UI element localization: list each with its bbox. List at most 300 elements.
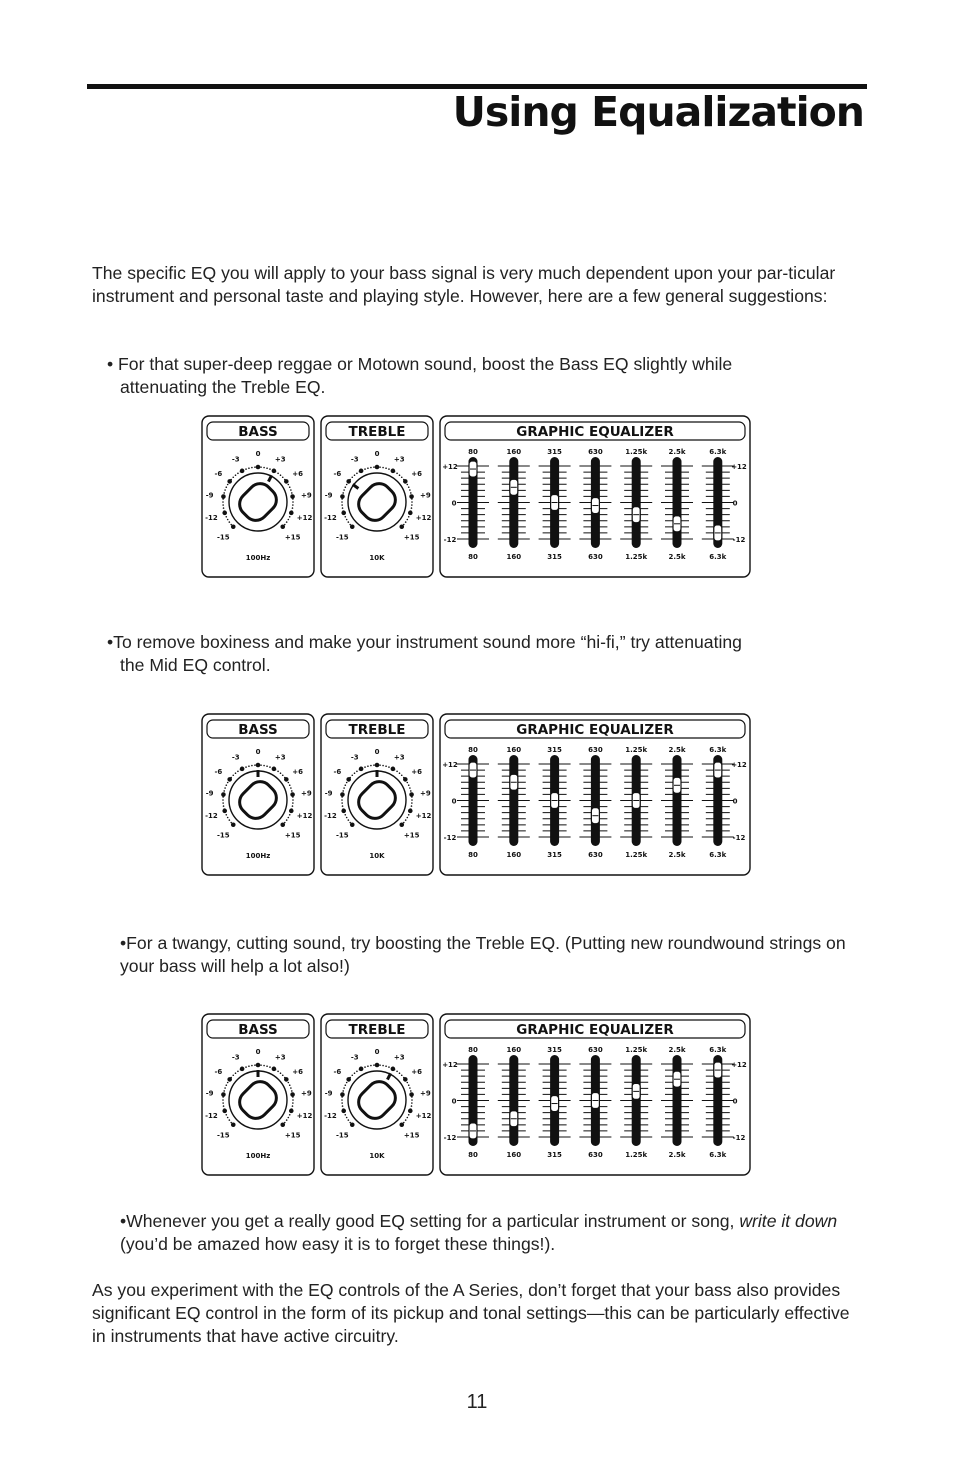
bass-2-arc-dot xyxy=(289,784,291,786)
treble-1-arc-dot xyxy=(348,521,350,523)
treble-3-arc-dot xyxy=(354,1072,356,1074)
treble-2-arc-dot xyxy=(379,764,381,766)
treble-1-scale-+3: +3 xyxy=(393,455,405,464)
treble-2-arc-dot xyxy=(410,790,412,792)
treble-3-scale-+15: +15 xyxy=(403,1131,420,1140)
bass-3-scale--12: -12 xyxy=(205,1112,218,1121)
bass-2-arc-dot xyxy=(224,787,226,789)
treble-3-arc-dot xyxy=(388,1066,390,1068)
bass-2-scale--9: -9 xyxy=(205,789,214,798)
treble-1-arc-dot xyxy=(401,476,403,478)
treble-3-scale-+6: +6 xyxy=(411,1068,423,1077)
treble-2-arc-dot xyxy=(370,765,372,767)
treble-1-scale--12: -12 xyxy=(324,514,337,523)
bullet-twangy: •For a twangy, cutting sound, try boosting the Treble EQ. (Putting new roundwound strings on your bass will help a lot also!) xyxy=(120,933,846,976)
eq-diagram-1 xyxy=(200,415,752,579)
bass-2-arc-dot xyxy=(245,766,247,768)
treble-2-arc-dot xyxy=(401,774,403,776)
treble-3-arc-dot xyxy=(382,1065,384,1067)
bass-3-arc-dot xyxy=(263,1065,265,1067)
treble-2-scale--12: -12 xyxy=(324,812,337,821)
bass-2-arc-dot xyxy=(232,774,234,776)
treble-3-scale-+9: +9 xyxy=(420,1089,431,1098)
treble-1-scale-+6: +6 xyxy=(411,470,423,479)
treble-2-arc-dot xyxy=(351,774,353,776)
treble-3-arc-dot xyxy=(410,1090,412,1092)
bass-1-arc-dot xyxy=(235,474,237,476)
treble-3-arc-dot xyxy=(411,1105,413,1107)
treble-2-title: TREBLE xyxy=(348,722,406,738)
treble-3-scale--12: -12 xyxy=(324,1112,337,1121)
graphic-eq-1-band-top-2.5k: 2.5k xyxy=(668,448,686,456)
bass-1-tick-+12 xyxy=(289,511,294,516)
bass-1-tick-+3 xyxy=(272,469,277,474)
bass-3-arc-dot xyxy=(288,1082,290,1084)
treble-3-arc-dot xyxy=(344,1084,346,1086)
bass-2-scale-+6: +6 xyxy=(292,768,304,777)
graphic-eq-2-band-top-160: 160 xyxy=(506,746,522,754)
bass-2-arc-dot xyxy=(288,817,290,819)
bullet-reggae-line2: attenuating the Treble EQ. xyxy=(120,377,326,397)
treble-1-scale--9: -9 xyxy=(324,491,333,500)
bass-3-arc-dot xyxy=(224,1087,226,1089)
graphic-eq-2-scale-top-left: +12 xyxy=(442,761,458,769)
bullet4-emphasis: write it down xyxy=(739,1211,838,1231)
bass-1-tick--6 xyxy=(227,479,232,484)
graphic-eq-1-band-bot-315: 315 xyxy=(547,553,562,561)
graphic-eq-1-track-1.25k xyxy=(632,457,641,548)
graphic-eq-2-band-bot-315: 315 xyxy=(547,851,562,859)
bass-2-tick-+15 xyxy=(280,822,285,827)
bass-2-arc-dot xyxy=(282,774,284,776)
treble-3-tick-+3 xyxy=(391,1067,396,1072)
bass-1-tick--15 xyxy=(231,524,236,529)
graphic-eq-1-band-bot-630: 630 xyxy=(588,553,603,561)
bass-1-arc-dot xyxy=(288,519,290,521)
treble-3-arc-dot xyxy=(341,1099,343,1101)
treble-2-arc-dot xyxy=(342,805,344,807)
bass-3-tick--6 xyxy=(227,1077,232,1082)
graphic-eq-3-band-top-315: 315 xyxy=(547,1046,562,1054)
graphic-eq-2-scale-bot-right: -12 xyxy=(732,834,746,842)
treble-3-arc-dot xyxy=(411,1102,413,1104)
treble-2-arc-dot xyxy=(411,805,413,807)
treble-2-scale-+9: +9 xyxy=(420,789,431,798)
graphic-eq-3-scale-bot-left: -12 xyxy=(443,1134,457,1142)
treble-2-tick-+12 xyxy=(408,809,413,814)
graphic-eq-3-band-top-630: 630 xyxy=(588,1046,603,1054)
treble-2-tick--15 xyxy=(350,822,355,827)
treble-3-arc-dot xyxy=(405,1119,407,1121)
treble-3-tick-0 xyxy=(375,1063,380,1068)
bass-1-scale-+12: +12 xyxy=(296,514,313,523)
graphic-eq-3-band-top-160: 160 xyxy=(506,1046,522,1054)
treble-3-arc-dot xyxy=(356,1071,358,1073)
bass-1-tick-+15 xyxy=(280,524,285,529)
treble-1-tick-+3 xyxy=(391,469,396,474)
treble-3-freq: 10K xyxy=(369,1152,385,1160)
bass-2-arc-dot xyxy=(222,799,224,801)
bass-1-arc-dot xyxy=(290,489,292,491)
bass-1-arc-dot xyxy=(254,466,256,468)
bass-2-arc-dot xyxy=(292,802,294,804)
treble-3-tick--9 xyxy=(340,1092,345,1097)
treble-1-arc-dot xyxy=(341,504,343,506)
bass-3-freq: 100Hz xyxy=(245,1152,271,1160)
treble-3-arc-dot xyxy=(407,1117,409,1119)
bullet4-text: •Whenever you get a really good EQ setting for a particular instrument or song, xyxy=(120,1211,740,1231)
graphic-eq-3-band-bot-1.25k: 1.25k xyxy=(625,1151,648,1159)
treble-2-arc-dot xyxy=(388,766,390,768)
bass-2-arc-dot xyxy=(254,764,256,766)
bass-1-arc-dot xyxy=(269,468,271,470)
bass-3-tick-+3 xyxy=(272,1067,277,1072)
bass-3-arc-dot xyxy=(251,1065,253,1067)
graphic-eq-3-track-160 xyxy=(509,1055,518,1146)
bass-3-tick-+6 xyxy=(284,1077,289,1082)
graphic-eq-1-scale-mid-left: 0 xyxy=(451,499,457,508)
bass-1-arc-dot xyxy=(289,516,291,518)
bass-2-scale--6: -6 xyxy=(214,768,223,777)
treble-3-arc-dot xyxy=(341,1102,343,1104)
treble-3-scale-+12: +12 xyxy=(415,1112,432,1121)
bass-2-scale-+9: +9 xyxy=(301,789,312,798)
bass-3-tick-+15 xyxy=(280,1122,285,1127)
bass-1-title: BASS xyxy=(238,424,278,440)
treble-2-tick--12 xyxy=(341,809,346,814)
treble-1-tick-0 xyxy=(375,465,380,470)
bass-2-arc-dot xyxy=(263,765,265,767)
treble-2-arc-dot xyxy=(399,772,401,774)
bass-2-scale-+3: +3 xyxy=(274,753,286,762)
treble-2-arc-dot xyxy=(405,819,407,821)
treble-2-arc-dot xyxy=(354,772,356,774)
bass-2-tick--3 xyxy=(240,767,245,772)
bass-2-tick-+3 xyxy=(272,767,277,772)
bass-2-arc-dot xyxy=(289,814,291,816)
graphic-eq-3-title: GRAPHIC EQUALIZER xyxy=(516,1022,674,1038)
graphic-eq-2-band-bot-6.3k: 6.3k xyxy=(709,851,727,859)
treble-3-scale-+3: +3 xyxy=(393,1053,405,1062)
graphic-eq-1-scale-top-left: +12 xyxy=(442,463,458,471)
graphic-eq-2-band-bot-630: 630 xyxy=(588,851,603,859)
bass-1-arc-dot xyxy=(292,507,294,509)
treble-1-arc-dot xyxy=(344,486,346,488)
treble-3-tick-+6 xyxy=(403,1077,408,1082)
bass-2-arc-dot xyxy=(227,782,229,784)
bass-2-arc-dot xyxy=(290,787,292,789)
bass-3-scale--6: -6 xyxy=(214,1068,223,1077)
treble-3-arc-dot xyxy=(396,1071,398,1073)
bullet-hifi xyxy=(107,631,827,677)
bass-2-arc-dot xyxy=(291,790,293,792)
bass-3-arc-dot xyxy=(254,1064,256,1066)
treble-1-arc-dot xyxy=(346,484,348,486)
treble-3-arc-dot xyxy=(367,1065,369,1067)
graphic-eq-1-scale-bot-left: -12 xyxy=(443,536,457,544)
treble-1-arc-dot xyxy=(356,473,358,475)
graphic-eq-1-band-top-160: 160 xyxy=(506,448,522,456)
bass-1-arc-dot xyxy=(225,486,227,488)
bass-3-arc-dot xyxy=(282,1074,284,1076)
graphic-eq-3-band-top-6.3k: 6.3k xyxy=(709,1046,727,1054)
bass-1-arc-dot xyxy=(282,476,284,478)
treble-1-arc-dot xyxy=(367,467,369,469)
treble-1-scale-+12: +12 xyxy=(415,514,432,523)
treble-1-tick--9 xyxy=(340,494,345,499)
bass-1-arc-dot xyxy=(227,519,229,521)
bass-3-arc-dot xyxy=(248,1065,250,1067)
graphic-eq-1-track-2.5k xyxy=(673,457,682,548)
bass-3-arc-dot xyxy=(292,1102,294,1104)
bass-2-arc-dot xyxy=(266,765,268,767)
treble-2-scale-0: 0 xyxy=(374,748,380,756)
treble-1-arc-dot xyxy=(396,473,398,475)
treble-3-tick-+12 xyxy=(408,1109,413,1114)
treble-1-tick-+12 xyxy=(408,511,413,516)
treble-3-scale-0: 0 xyxy=(374,1048,380,1056)
bass-1-arc-dot xyxy=(227,484,229,486)
treble-3-arc-dot xyxy=(407,1082,409,1084)
bass-3-title: BASS xyxy=(238,1022,278,1038)
graphic-eq-3-track-1.25k xyxy=(632,1055,641,1146)
treble-1-arc-dot xyxy=(411,501,413,503)
bass-1-arc-dot xyxy=(288,484,290,486)
bass-2-scale-+15: +15 xyxy=(284,831,301,840)
bass-3-scale--9: -9 xyxy=(205,1089,214,1098)
bass-1-tick-+9 xyxy=(290,494,295,499)
treble-2-scale-+12: +12 xyxy=(415,812,432,821)
graphic-eq-2-band-top-80: 80 xyxy=(468,746,478,754)
treble-3-arc-dot xyxy=(351,1074,353,1076)
treble-2-scale-+3: +3 xyxy=(393,753,405,762)
bass-1-scale-0: 0 xyxy=(255,450,261,458)
bass-1-scale-+6: +6 xyxy=(292,470,304,479)
bass-1-arc-dot xyxy=(292,504,294,506)
graphic-eq-1-band-bot-160: 160 xyxy=(506,553,522,561)
treble-1-arc-dot xyxy=(379,466,381,468)
treble-2-scale-+15: +15 xyxy=(403,831,420,840)
intro-paragraph: The specific EQ you will apply to your bass signal is very much dependent upon your par-ticular instrument and personal taste and playing style. However, here are a few general suggestions: xyxy=(92,263,836,306)
bass-2-scale-0: 0 xyxy=(255,748,261,756)
treble-1-scale--3: -3 xyxy=(350,455,359,464)
bass-2-tick-0 xyxy=(256,763,261,768)
graphic-eq-1-track-160 xyxy=(509,457,518,548)
bass-2-arc-dot xyxy=(269,766,271,768)
page-number: 11 xyxy=(466,1391,488,1413)
treble-2-tick-+15 xyxy=(399,822,404,827)
treble-3-scale--6: -6 xyxy=(333,1068,342,1077)
treble-3-tick-+15 xyxy=(399,1122,404,1127)
graphic-eq-3-band-bot-630: 630 xyxy=(588,1151,603,1159)
treble-3-arc-dot xyxy=(411,1099,413,1101)
treble-3-tick-+9 xyxy=(409,1092,414,1097)
treble-1-tick-+15 xyxy=(399,524,404,529)
treble-3-arc-dot xyxy=(373,1064,375,1066)
treble-3-tick--12 xyxy=(341,1109,346,1114)
treble-2-tick--6 xyxy=(346,777,351,782)
treble-2-scale--15: -15 xyxy=(336,831,349,840)
graphic-eq-2-band-top-6.3k: 6.3k xyxy=(709,746,727,754)
bass-1-arc-dot xyxy=(222,501,224,503)
treble-2-arc-dot xyxy=(373,764,375,766)
treble-1-title: TREBLE xyxy=(348,424,406,440)
bass-2-arc-dot xyxy=(292,799,294,801)
graphic-eq-3-band-bot-6.3k: 6.3k xyxy=(709,1151,727,1159)
graphic-eq-1-scale-mid-right: 0 xyxy=(732,499,738,508)
bass-2-tick-+12 xyxy=(289,809,294,814)
bass-3-arc-dot xyxy=(235,1072,237,1074)
treble-1-arc-dot xyxy=(411,507,413,509)
graphic-eq-2-band-bot-80: 80 xyxy=(468,851,478,859)
treble-2-tick-+9 xyxy=(409,792,414,797)
bass-1-arc-dot xyxy=(223,507,225,509)
treble-1-tick--12 xyxy=(341,511,346,516)
bass-1-scale-+3: +3 xyxy=(274,455,286,464)
bass-3-arc-dot xyxy=(223,1105,225,1107)
bass-2-arc-dot xyxy=(223,790,225,792)
bass-3-arc-dot xyxy=(266,1065,268,1067)
treble-1-arc-dot xyxy=(411,504,413,506)
bass-3-arc-dot xyxy=(289,1114,291,1116)
graphic-eq-3-scale-bot-right: -12 xyxy=(732,1134,746,1142)
bass-2-arc-dot xyxy=(251,765,253,767)
graphic-eq-3-band-top-80: 80 xyxy=(468,1046,478,1054)
bass-3-arc-dot xyxy=(245,1066,247,1068)
treble-1-arc-dot xyxy=(342,492,344,494)
graphic-eq-1-band-bot-1.25k: 1.25k xyxy=(625,553,648,561)
treble-1-arc-dot xyxy=(373,466,375,468)
treble-1-arc-dot xyxy=(370,467,372,469)
bass-3-scale-+6: +6 xyxy=(292,1068,304,1077)
treble-2-arc-dot xyxy=(346,817,348,819)
treble-1-arc-dot xyxy=(346,519,348,521)
graphic-eq-2-title: GRAPHIC EQUALIZER xyxy=(516,722,674,738)
treble-1-arc-dot xyxy=(409,489,411,491)
graphic-eq-1-band-top-80: 80 xyxy=(468,448,478,456)
treble-1-tick--6 xyxy=(346,479,351,484)
treble-2-tick-+6 xyxy=(403,777,408,782)
bass-3-arc-dot xyxy=(227,1082,229,1084)
treble-2-arc-dot xyxy=(408,784,410,786)
graphic-eq-2-band-bot-2.5k: 2.5k xyxy=(668,851,686,859)
bullet4-text-end: (you’d be amazed how easy it is to forget these things!). xyxy=(120,1234,556,1254)
treble-1-arc-dot xyxy=(382,467,384,469)
treble-1-arc-dot xyxy=(407,519,409,521)
treble-3-arc-dot xyxy=(342,1090,344,1092)
graphic-eq-1-band-top-315: 315 xyxy=(547,448,562,456)
graphic-eq-3-scale-top-right: +12 xyxy=(731,1061,747,1069)
treble-3-arc-dot xyxy=(401,1074,403,1076)
bass-1-arc-dot xyxy=(277,473,279,475)
bass-2-arc-dot xyxy=(225,784,227,786)
graphic-eq-2-scale-mid-left: 0 xyxy=(451,797,457,806)
treble-2-scale-+6: +6 xyxy=(411,768,423,777)
bass-1-arc-dot xyxy=(223,492,225,494)
bass-1-tick-0 xyxy=(256,465,261,470)
bass-3-scale-+3: +3 xyxy=(274,1053,286,1062)
bass-3-arc-dot xyxy=(288,1117,290,1119)
treble-3-tick--3 xyxy=(359,1067,364,1072)
bass-3-arc-dot xyxy=(286,1119,288,1121)
treble-1-arc-dot xyxy=(407,484,409,486)
bass-1-scale--12: -12 xyxy=(205,514,218,523)
treble-2-arc-dot xyxy=(411,802,413,804)
bass-1-scale-+9: +9 xyxy=(301,491,312,500)
treble-3-scale--3: -3 xyxy=(350,1053,359,1062)
bass-2-tick--6 xyxy=(227,777,232,782)
treble-2-tick-0 xyxy=(375,763,380,768)
bass-1-arc-dot xyxy=(225,516,227,518)
bass-2-arc-dot xyxy=(292,805,294,807)
bass-2-arc-dot xyxy=(225,814,227,816)
treble-2-arc-dot xyxy=(367,765,369,767)
eq-diagram-3 xyxy=(200,1013,752,1177)
treble-2-arc-dot xyxy=(407,782,409,784)
graphic-eq-1-title: GRAPHIC EQUALIZER xyxy=(516,424,674,440)
bass-1-tick-+6 xyxy=(284,479,289,484)
treble-2-arc-dot xyxy=(344,784,346,786)
graphic-eq-1-band-top-6.3k: 6.3k xyxy=(709,448,727,456)
treble-2-arc-dot xyxy=(385,765,387,767)
bass-2-arc-dot xyxy=(288,782,290,784)
bass-2-tick--15 xyxy=(231,822,236,827)
bass-2-title: BASS xyxy=(238,722,278,738)
treble-2-arc-dot xyxy=(356,771,358,773)
bass-2-tick--12 xyxy=(222,809,227,814)
bass-2-arc-dot xyxy=(227,817,229,819)
bass-3-arc-dot xyxy=(260,1064,262,1066)
graphic-eq-2-scale-top-right: +12 xyxy=(731,761,747,769)
treble-2-tick-+3 xyxy=(391,767,396,772)
graphic-eq-2-band-top-1.25k: 1.25k xyxy=(625,746,648,754)
bass-3-arc-dot xyxy=(292,1099,294,1101)
bass-3-scale-+12: +12 xyxy=(296,1112,313,1121)
page-title: Using Equalization xyxy=(452,88,864,136)
bass-1-tick--9 xyxy=(221,494,226,499)
treble-1-scale--15: -15 xyxy=(336,533,349,542)
bass-1-arc-dot xyxy=(229,521,231,523)
bass-2-freq: 100Hz xyxy=(245,852,271,860)
treble-2-tick--9 xyxy=(340,792,345,797)
treble-2-arc-dot xyxy=(396,771,398,773)
eq-diagram-2 xyxy=(200,713,752,877)
treble-1-scale-+15: +15 xyxy=(403,533,420,542)
graphic-eq-2-band-bot-1.25k: 1.25k xyxy=(625,851,648,859)
eq-panel-hifi xyxy=(200,713,752,877)
bass-1-scale-+15: +15 xyxy=(284,533,301,542)
graphic-eq-3-scale-mid-right: 0 xyxy=(732,1097,738,1106)
graphic-eq-3-band-bot-80: 80 xyxy=(468,1151,478,1159)
graphic-eq-1-band-top-1.25k: 1.25k xyxy=(625,448,648,456)
treble-3-arc-dot xyxy=(346,1117,348,1119)
bass-1-scale--9: -9 xyxy=(205,491,214,500)
treble-1-tick-+9 xyxy=(409,494,414,499)
bass-2-arc-dot xyxy=(229,819,231,821)
bass-2-tick--9 xyxy=(221,792,226,797)
graphic-eq-2-scale-bot-left: -12 xyxy=(443,834,457,842)
bass-2-arc-dot xyxy=(286,819,288,821)
bass-3-arc-dot xyxy=(292,1105,294,1107)
bass-2-scale--3: -3 xyxy=(231,753,240,762)
graphic-eq-1-scale-bot-right: -12 xyxy=(732,536,746,544)
treble-1-arc-dot xyxy=(343,489,345,491)
treble-2-arc-dot xyxy=(343,787,345,789)
treble-1-arc-dot xyxy=(354,474,356,476)
graphic-eq-3-scale-mid-left: 0 xyxy=(451,1097,457,1106)
graphic-eq-2-band-bot-160: 160 xyxy=(506,851,522,859)
treble-2-arc-dot xyxy=(341,799,343,801)
